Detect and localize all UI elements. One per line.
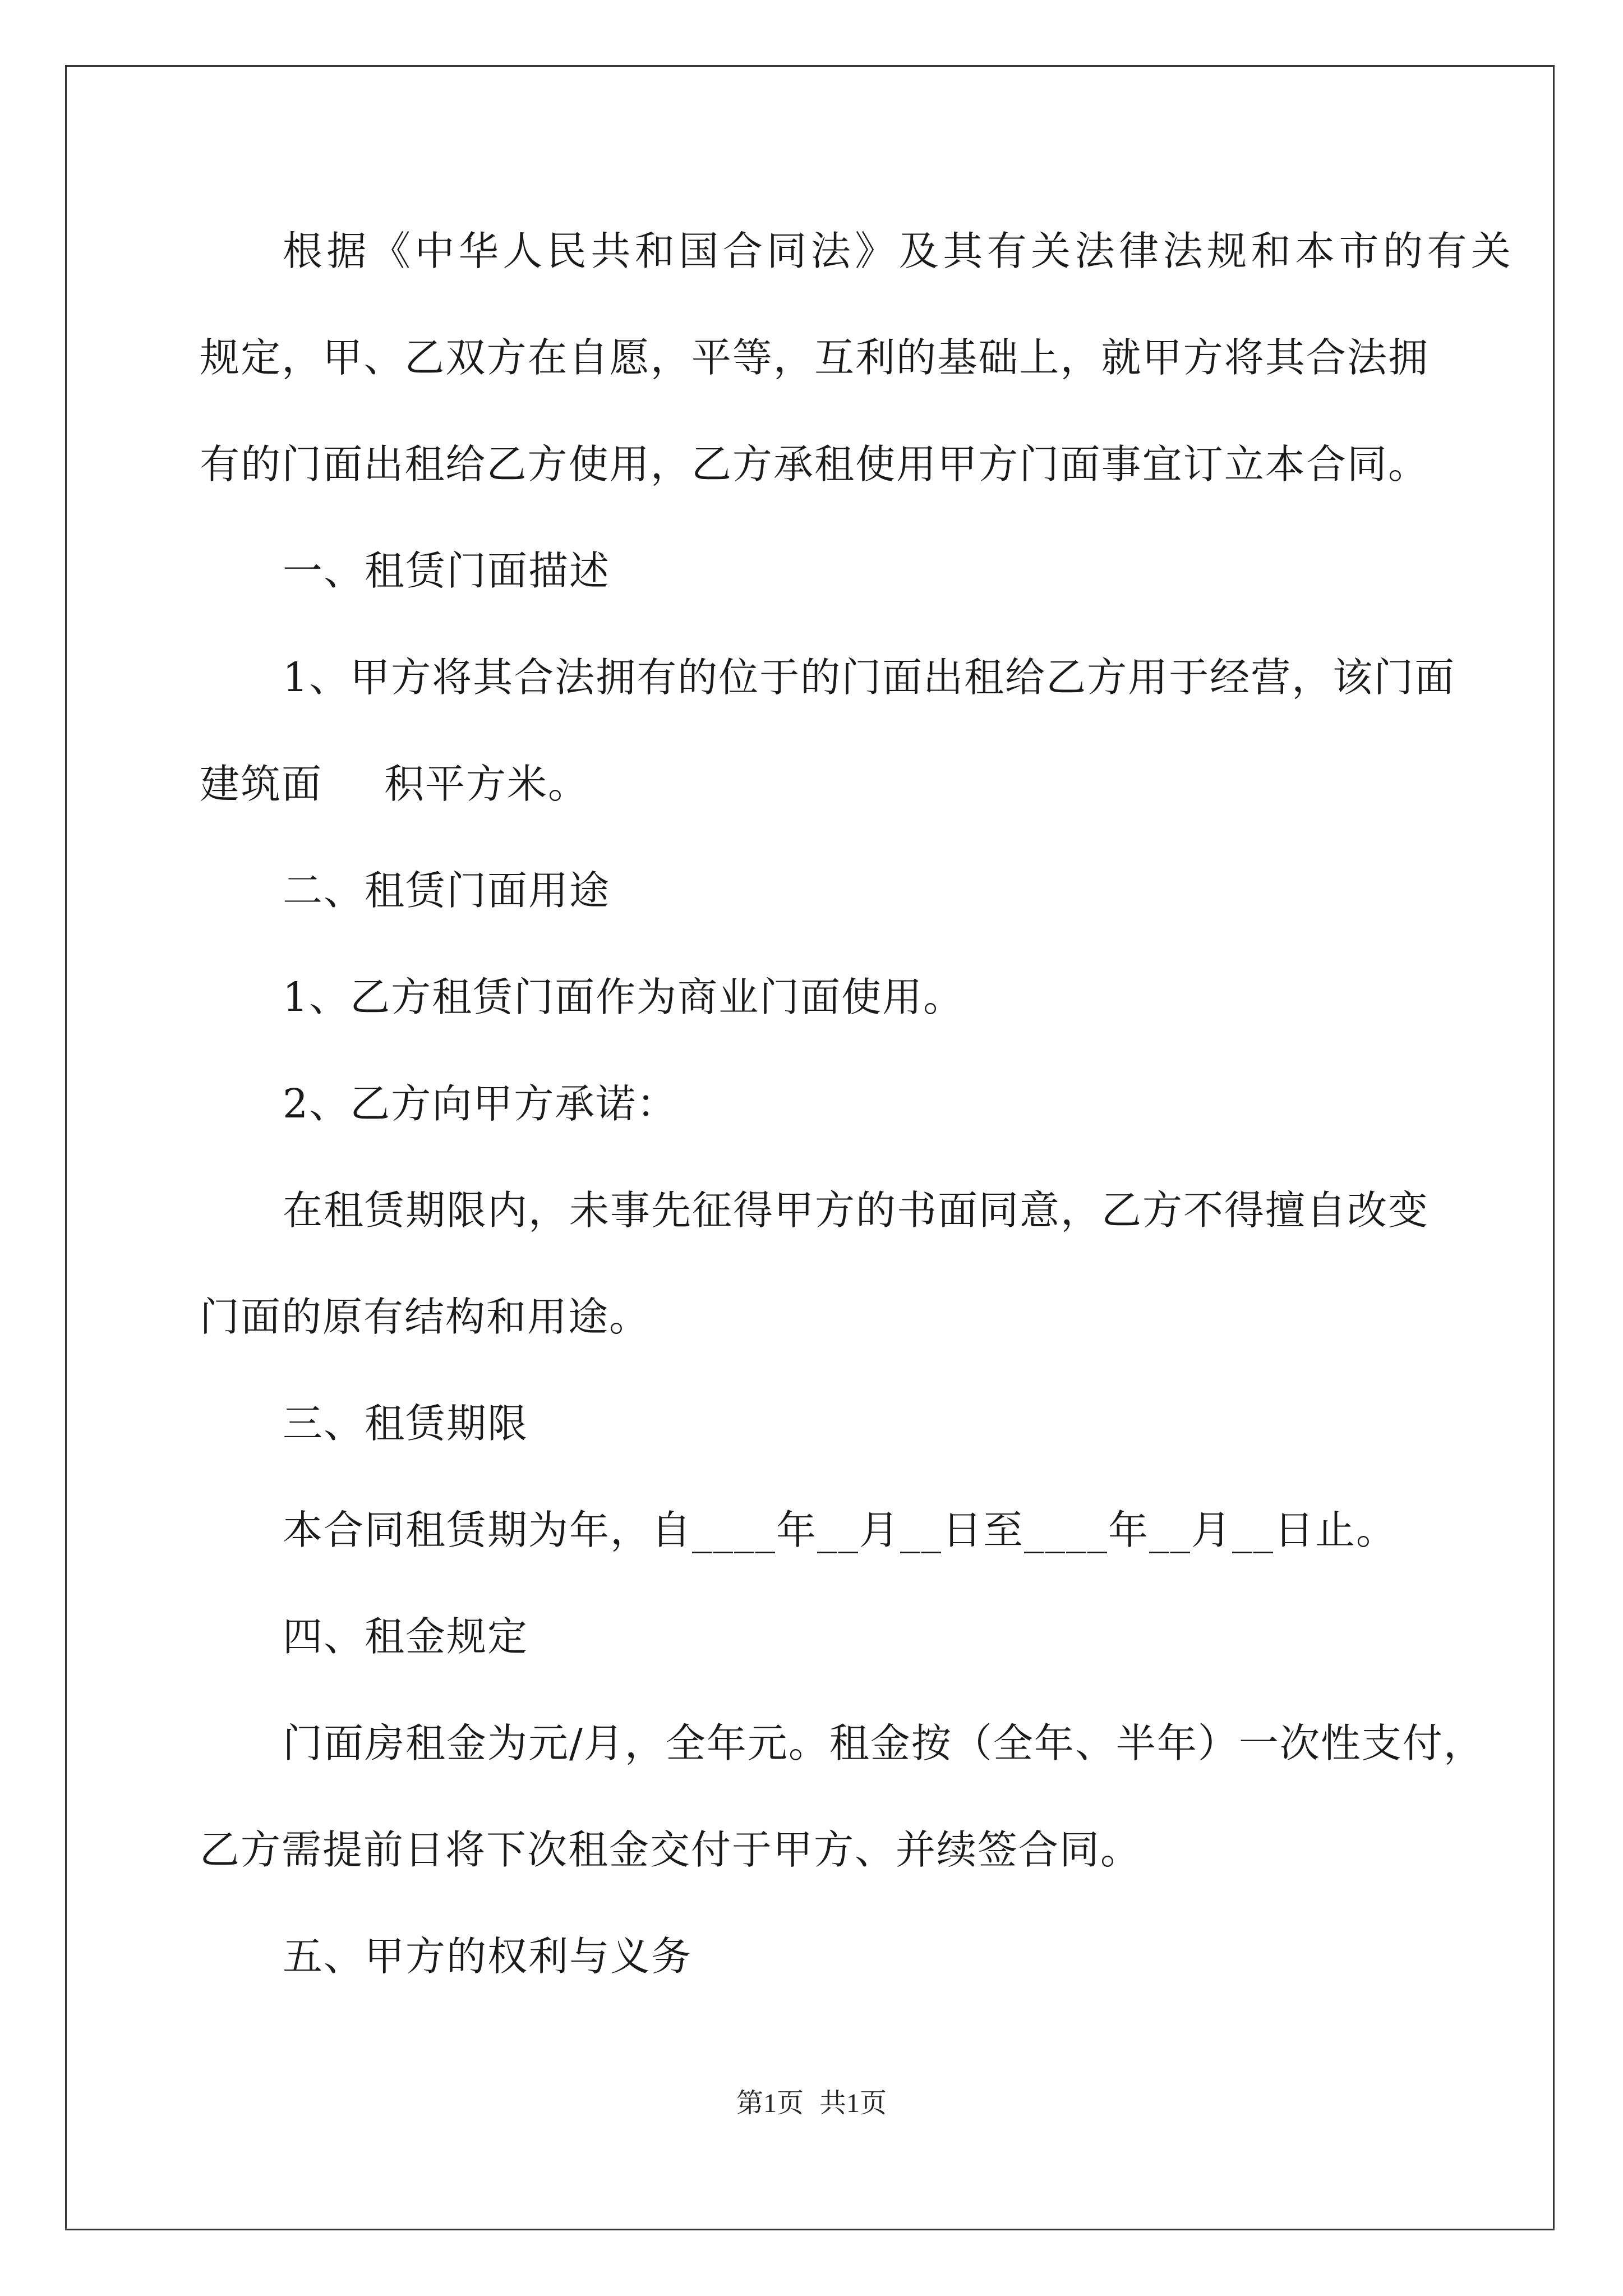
paragraph-line: 门面房租金为元/月，全年元。租金按（全年、半年）一次性支付， — [283, 1720, 1484, 1766]
paragraph-fragment: 建筑面 — [200, 761, 323, 807]
page-footer — [0, 2087, 1623, 2120]
paragraph-fragment: 积平方米。 — [384, 761, 589, 807]
paragraph-line: 1、乙方租赁门面作为商业门面使用。 — [283, 974, 965, 1020]
paragraph-line — [200, 757, 589, 811]
section-heading: 四、租金规定 — [283, 1613, 529, 1660]
page-number: 第1页 — [736, 2088, 804, 2118]
section-heading: 二、租赁门面用途 — [283, 867, 611, 914]
section-heading: 一、租赁门面描述 — [283, 547, 611, 594]
page-total: 共1页 — [819, 2088, 887, 2118]
paragraph-line: 门面的原有结构和用途。 — [200, 1294, 651, 1340]
paragraph-line: 在租赁期限内，未事先征得甲方的书面同意，乙方不得擅自改变 — [283, 1187, 1430, 1234]
paragraph-line: 本合同租赁期为年，自____年__月__日至____年__月__日止。 — [283, 1507, 1398, 1553]
paragraph-line: 根据《中华人民共和国合同法》及其有关法律法规和本市的有关 — [283, 228, 1512, 274]
paragraph-line: 有的门面出租给乙方使用，乙方承租使用甲方门面事宜订立本合同。 — [200, 441, 1429, 487]
section-heading: 五、甲方的权利与义务 — [283, 1933, 693, 1980]
page-border — [65, 65, 1555, 2230]
paragraph-line: 1、甲方将其合法拥有的位于的门面出租给乙方用于经营，该门面 — [283, 654, 1456, 701]
paragraph-line: 2、乙方向甲方承诺： — [283, 1080, 678, 1127]
paragraph-line: 乙方需提前日将下次租金交付于甲方、并续签合同。 — [200, 1826, 1142, 1873]
section-heading: 三、租赁期限 — [283, 1400, 529, 1447]
paragraph-line: 规定，甲、乙双方在自愿，平等，互利的基础上，就甲方将其合法拥 — [200, 334, 1429, 381]
